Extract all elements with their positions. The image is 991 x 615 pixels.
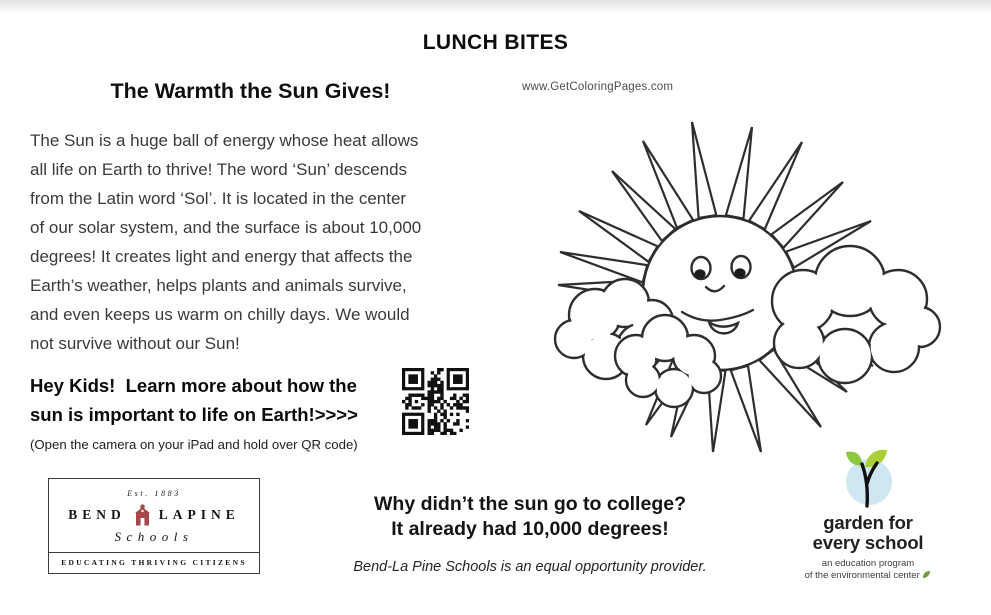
article-body-line: of our solar system, and the surface is about 10,000: [30, 218, 422, 237]
article-body-line: from the Latin word ‘Sol’. It is located in the center: [30, 189, 407, 208]
article-body-line: not survive without our Sun!: [30, 334, 240, 353]
article-body-line: degrees! It creates light and energy that affects the: [30, 247, 413, 266]
bend-lapine-logo: [48, 478, 260, 574]
garden-wordmark-line1: garden for: [823, 512, 913, 533]
article-body-line: all life on Earth to thrive! The word ‘Sun’ descends: [30, 160, 408, 179]
sun-coloring-image: [500, 75, 991, 465]
logo-schools-word: Schools: [114, 529, 194, 544]
equal-opportunity-disclaimer: Bend-La Pine Schools is an equal opportunity provider.: [353, 559, 707, 575]
hey-kids-cta: [30, 372, 358, 429]
sun-joke-line: Why didn’t the sun go to college?: [374, 493, 686, 515]
logo-est-text: Est. 1883: [127, 489, 181, 498]
sun-joke-line: It already had 10,000 degrees!: [391, 518, 669, 540]
garden-wordmark-line2: every school: [812, 532, 924, 553]
logo-tagline: EDUCATING THRIVING CITIZENS: [61, 558, 247, 567]
qr-code: [402, 368, 469, 435]
article-body: [30, 126, 500, 358]
coloring-page-credit: www.GetColoringPages.com: [522, 81, 674, 93]
article-body-line: The Sun is a huge ball of energy whose heat allows: [30, 131, 419, 150]
garden-for-every-school-logo: [792, 446, 944, 581]
top-fade-band: [0, 0, 991, 14]
article-heading: The Warmth the Sun Gives!: [110, 79, 391, 103]
qr-instruction-note: (Open the camera on your iPad and hold over QR code): [30, 437, 358, 452]
article-body-line: Earth’s weather, helps plants and animals survive,: [30, 276, 407, 295]
article-body-line: and even keeps us warm on chilly days. We would: [30, 305, 410, 324]
left-pupil: [694, 269, 705, 279]
garden-subtitle-line2: [792, 570, 944, 582]
right-pupil: [734, 268, 745, 278]
garden-subtitle-text: of the environmental center: [804, 569, 920, 581]
schoolhouse-icon: [134, 504, 151, 526]
page-title: LUNCH BITES: [422, 31, 569, 54]
logo-name-lapine: LAPINE: [158, 507, 240, 522]
hey-kids-cta-line: sun is important to life on Earth!>>>>: [30, 403, 358, 425]
leaf-icon: [922, 570, 931, 579]
logo-name-row: [49, 504, 259, 526]
logo-name-bend: BEND: [68, 507, 126, 522]
sprout-icon: [831, 446, 905, 508]
hey-kids-cta-line: Hey Kids! Learn more about how the: [30, 375, 357, 396]
garden-subtitle-line1: an education program: [821, 558, 915, 569]
sun-joke: [330, 492, 730, 542]
logo-divider: [49, 552, 259, 553]
